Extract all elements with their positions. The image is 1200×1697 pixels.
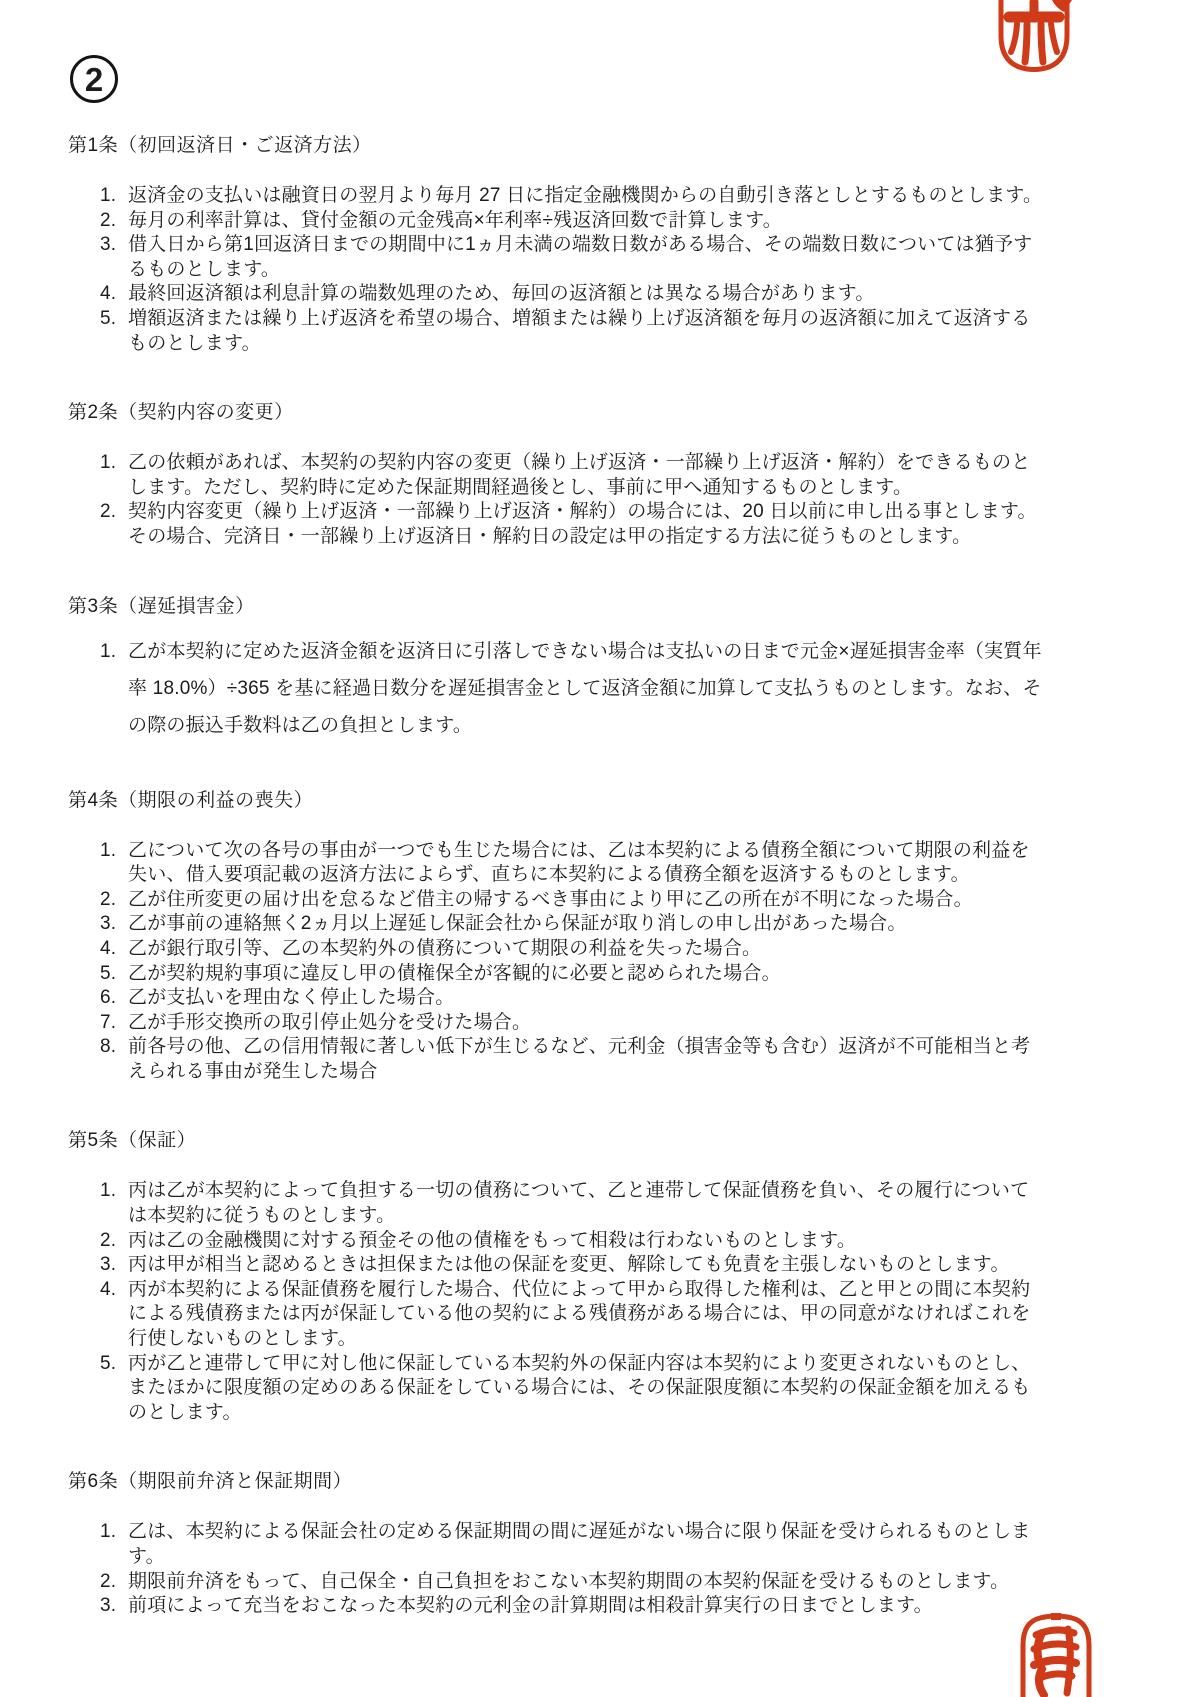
article-heading: 第3条（遅延損害金）: [68, 595, 255, 617]
item-text: 乙が銀行取引等、乙の本契約外の債務について期限の利益を失った場合。: [128, 937, 762, 959]
item-text: 前項によって充当をおこなった本契約の元利金の計算期間は相殺計算実行の日までとします。: [128, 1595, 933, 1617]
item-text: 乙について次の各号の事由が一つでも生じた場合には、乙は本契約による債務全額について期限の利益を失い、借入要項記載の返済方法によらず、直ちに本契約による債務全額を返済するものとします。: [128, 839, 1030, 886]
article-item: [100, 1253, 1043, 1278]
article-item: [100, 937, 1043, 962]
article-heading: 第1条（初回返済日・ご返済方法）: [68, 135, 372, 156]
article-item: [100, 962, 1043, 987]
item-text: 丙は乙の金融機関に対する預金その他の債権をもって相殺は行わないものとします。: [128, 1229, 857, 1251]
article-item-list: [68, 451, 1043, 549]
item-number: 1.: [100, 1180, 117, 1202]
article-item: [100, 1520, 1043, 1569]
item-number: 3.: [100, 1254, 117, 1276]
article-item: [100, 888, 1043, 913]
item-text: 乙が住所変更の届け出を怠るなど借主の帰するべき事由により甲に乙の所在が不明になった場合。: [128, 888, 973, 910]
article-section: [68, 788, 1043, 1085]
article-item: [100, 986, 1043, 1011]
item-text: 最終回返済額は利息計算の端数処理のため、毎回の返済額とは異なる場合があります。: [128, 283, 875, 305]
item-number: 4.: [100, 937, 117, 959]
article-heading: 第6条（期限前弁済と保証期間）: [68, 1471, 353, 1493]
item-number: 1.: [100, 452, 117, 474]
item-text: 期限前弁済をもって、自己保全・自己負担をおこない本契約期間の本契約保証を受けるものとします。: [128, 1570, 1010, 1592]
contract-body: [68, 55, 1043, 1619]
item-number: 1.: [100, 640, 117, 662]
item-text: 乙が支払いを理由なく停止した場合。: [128, 987, 455, 1009]
item-text: 乙が契約規約事項に違反し甲の債権保全が客観的に必要と認められた場合。: [128, 962, 781, 984]
item-number: 5.: [100, 1352, 117, 1374]
item-text: 契約内容変更（繰り上げ返済・一部繰り上げ返済・解約）の場合には、20 日以前に申し出る事とします。その場合、完済日・一部繰り上げ返済日・解約日の設定は甲の指定する方法に従うものとします。: [128, 501, 1037, 547]
article-item: [100, 1011, 1043, 1036]
article-item: [100, 1179, 1043, 1228]
article-section: [68, 400, 1043, 549]
item-text: 乙は、本契約による保証会社の定める保証期間の間に遅延がない場合に限り保証を受けられるものとします。: [128, 1521, 1031, 1567]
item-number: 2.: [100, 501, 117, 523]
item-number: 3.: [100, 234, 117, 256]
article-section: [68, 1469, 1043, 1618]
article-section: [68, 1128, 1043, 1425]
item-text: 返済金の支払いは融資日の翌月より毎月 27 日に指定金融機関からの自動引き落としとするものとします。: [128, 185, 1043, 206]
red-tally-seal-bottom-icon: [1020, 1613, 1092, 1697]
item-text: 丙が乙と連帯して甲に対し他に保証している本契約外の保証内容は本契約により変更されないものとし、またほかに限度額の定めのある保証をしている場合には、その保証限度額に本契約の保証金額を加えるものとします。: [128, 1352, 1031, 1423]
item-text: 乙の依頼があれば、本契約の契約内容の変更（繰り上げ返済・一部繰り上げ返済・解約）をできるものとします。ただし、契約時に定めた保証期間経過後とし、事前に甲へ通知するものとします。: [128, 452, 1031, 498]
item-number: 1.: [100, 185, 117, 206]
article-item: [100, 451, 1043, 500]
page-number-badge: [70, 55, 118, 103]
item-number: 5.: [100, 962, 117, 984]
article-item-list: [68, 633, 1043, 744]
article-heading: 第2条（契約内容の変更）: [68, 402, 294, 424]
article-item: [100, 1035, 1043, 1084]
article-heading: 第5条（保証）: [68, 1130, 197, 1152]
item-text: 毎月の利率計算は、貸付金額の元金残高×年利率÷残返済回数で計算します。: [128, 209, 783, 231]
article-item: [100, 1594, 1043, 1619]
article-section: [68, 594, 1043, 744]
article-item: [100, 1570, 1043, 1595]
article-item: [100, 1278, 1043, 1352]
article-item-list: [68, 184, 1043, 356]
article-item-list: [68, 1520, 1043, 1618]
article-item: [100, 1352, 1043, 1426]
article-item: [100, 233, 1043, 282]
item-number: 2.: [100, 1229, 117, 1251]
item-number: 4.: [100, 283, 117, 305]
item-text: 丙が本契約による保証債務を履行した場合、代位によって甲から取得した権利は、乙と甲との間に本契約による残債務または丙が保証している他の契約による残債務がある場合には、甲の同意がなければこれを行使しないものとします。: [128, 1278, 1031, 1350]
item-number: 7.: [100, 1011, 117, 1033]
article-item: [100, 307, 1043, 356]
item-text: 乙が事前の連絡無く2ヵ月以上遅延し保証会社から保証が取り消しの申し出があった場合。: [128, 913, 907, 935]
article-item: [100, 500, 1043, 549]
article-item: [100, 184, 1043, 209]
item-number: 8.: [100, 1036, 117, 1058]
item-number: 2.: [100, 1570, 117, 1592]
item-text: 借入日から第1回返済日までの期間中に1ヵ月未満の端数日数がある場合、その端数日数については猶予するものとします。: [128, 234, 1033, 280]
article-item: [100, 633, 1043, 744]
page-number: 2: [84, 60, 104, 98]
item-number: 3.: [100, 913, 117, 935]
item-text: 前各号の他、乙の信用情報に著しい低下が生じるなど、元利金（損害金等も含む）返済が不可能相当と考えられる事由が発生した場合: [128, 1036, 1031, 1082]
item-number: 3.: [100, 1595, 117, 1617]
article-item: [100, 282, 1043, 307]
item-text: 増額返済または繰り上げ返済を希望の場合、増額または繰り上げ返済額を毎月の返済額に加えて返済するものとします。: [128, 307, 1031, 354]
item-number: 2.: [100, 888, 117, 910]
article-item: [100, 839, 1043, 888]
article-item-list: [68, 839, 1043, 1085]
item-number: 4.: [100, 1278, 117, 1300]
contract-articles: [68, 133, 1043, 1619]
article-section: [68, 133, 1043, 356]
item-text: 丙は甲が相当と認めるときは担保または他の保証を変更、解除しても免責を主張しないものとします。: [128, 1254, 1010, 1276]
item-text: 乙が本契約に定めた返済金額を返済日に引落しできない場合は支払いの日まで元金×遅延損害金率（実質年率 18.0%）÷365 を基に経過日数分を遅延損害金として返済金額に加算して支払うものとします。なお、その際の振込手数料は乙の負担とします。: [128, 640, 1042, 736]
article-item-list: [68, 1179, 1043, 1425]
item-number: 6.: [100, 987, 117, 1009]
article-item: [100, 1229, 1043, 1254]
item-number: 2.: [100, 209, 117, 231]
item-number: 1.: [100, 1521, 117, 1543]
item-text: 丙は乙が本契約によって負担する一切の債務について、乙と連帯して保証債務を負い、その履行については本契約に従うものとします。: [128, 1180, 1030, 1227]
article-item: [100, 912, 1043, 937]
item-text: 乙が手形交換所の取引停止処分を受けた場合。: [128, 1011, 532, 1033]
article-heading: 第4条（期限の利益の喪失）: [68, 789, 314, 811]
article-item: [100, 209, 1043, 234]
item-number: 5.: [100, 307, 117, 329]
item-number: 1.: [100, 839, 117, 861]
